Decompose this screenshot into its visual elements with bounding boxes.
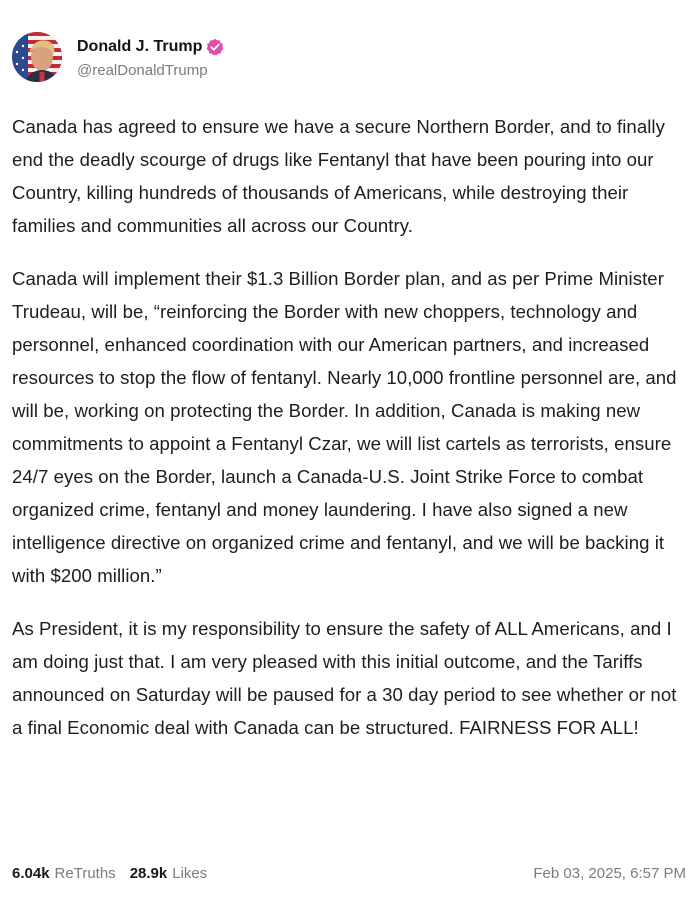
- retruths-stat[interactable]: [12, 865, 116, 882]
- author-info: [77, 35, 224, 79]
- post-body: [12, 110, 688, 744]
- retruths-count: 6.04k: [12, 864, 50, 882]
- name-row: [77, 35, 224, 59]
- verified-badge-icon: [206, 38, 224, 56]
- post-paragraph-3: As President, it is my responsibility to ensure the safety of ALL Americans, and I am doing just that. I am very pleased with this initial outcome, and the Tariffs announced on Saturday will be paused for a 30 day period to see whether or not a final Economic deal with Canada can be structured. FAIRNESS FOR ALL!: [12, 618, 677, 738]
- user-handle[interactable]: @realDonaldTrump: [77, 62, 208, 79]
- post-paragraph-1: Canada has agreed to ensure we have a secure Northern Border, and to finally end the deadly scourge of drugs like Fentanyl that have been pouring into our Country, killing hundreds of thousands of Americans, while destroying their families and communities all across our Country.: [12, 116, 665, 236]
- likes-count: 28.9k: [129, 864, 168, 882]
- post-header: [12, 30, 686, 84]
- post-footer: [12, 860, 686, 886]
- post-paragraph-2: Canada will implement their $1.3 Billion Border plan, and as per Prime Minister Trudeau, will be, “reinforcing the Border with new choppers, technology and personnel, enhanced coordination with our American partners, and increased resources to stop the flow of fentanyl. Nearly 10,000 frontline personnel are, and will be, working on protecting the Border. In addition, Canada is making new commitments to appoint a Fentanyl Czar, we will list cartels as terrorists, ensure 24/7 eyes on the Border, launch a Canada-U.S. Joint Strike Force to combat organized crime, fentanyl and money laundering. I have also signed a new intelligence directive on organized crime and fentanyl, and we will be backing it with $200 million.”: [12, 268, 677, 586]
- retruths-label: ReTruths: [54, 864, 116, 882]
- likes-stat[interactable]: [130, 865, 208, 882]
- avatar[interactable]: [12, 32, 62, 82]
- avatar-image: [12, 32, 62, 82]
- post-timestamp[interactable]: Feb 03, 2025, 6:57 PM: [533, 864, 686, 882]
- display-name[interactable]: Donald J. Trump: [77, 38, 203, 55]
- likes-label: Likes: [172, 864, 208, 882]
